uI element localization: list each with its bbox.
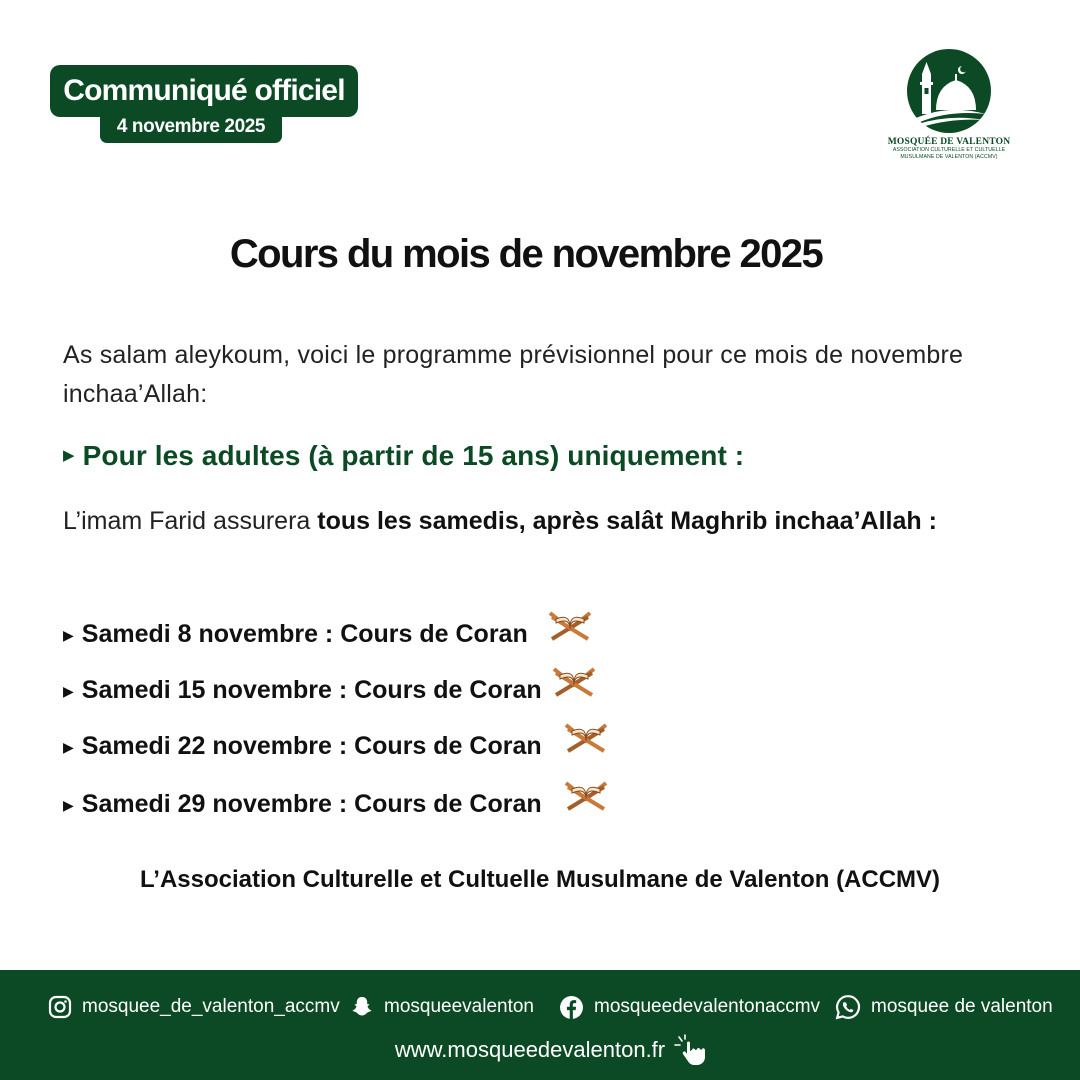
whatsapp-handle: mosquee de valenton xyxy=(871,996,1053,1017)
bullet-triangle-icon: ▶ xyxy=(63,739,74,755)
bullet-triangle-icon: ▶ xyxy=(63,627,74,643)
course-item xyxy=(63,784,608,825)
bullet-triangle-icon: ▶ xyxy=(63,683,74,699)
facebook-handle: mosqueedevalentonaccmv xyxy=(594,996,821,1017)
instagram-icon xyxy=(48,995,72,1019)
course-item xyxy=(63,726,608,767)
instagram-link[interactable] xyxy=(48,992,340,1022)
mosque-dome-icon xyxy=(906,48,992,134)
adults-section-heading-text: Pour les adultes (à partir de 15 ans) uniquement : xyxy=(82,440,745,471)
course-label: Samedi 29 novembre : Cours de Coran xyxy=(81,790,542,818)
course-label: Samedi 15 novembre : Cours de Coran xyxy=(81,676,542,704)
open-book-icon xyxy=(564,779,608,820)
open-book-icon xyxy=(552,665,596,706)
course-label: Samedi 8 novembre : Cours de Coran xyxy=(81,620,528,648)
bullet-triangle-icon: ▶ xyxy=(63,797,74,813)
course-item xyxy=(63,670,596,711)
imam-schedule-text xyxy=(63,502,963,541)
snapchat-link[interactable] xyxy=(350,992,534,1022)
intro-text: As salam aleykoum, voici le programme prévisionnel pour ce mois de novembre inchaa’Allah: xyxy=(63,341,964,408)
badge-date-text: 4 novembre 2025 xyxy=(116,116,266,137)
instagram-handle: mosquee_de_valenton_accmv xyxy=(82,996,340,1017)
imam-text-bold: tous les samedis, après salât Maghrib inchaa’Allah : xyxy=(317,507,937,535)
bullet-triangle-icon: ▶ xyxy=(63,446,75,464)
open-book-icon xyxy=(548,609,592,650)
mosque-logo xyxy=(884,48,1014,160)
footer-bar xyxy=(0,970,1080,1080)
snapchat-handle: mosqueevalenton xyxy=(384,996,534,1017)
whatsapp-link[interactable] xyxy=(835,992,1053,1022)
snapchat-icon xyxy=(350,995,374,1019)
facebook-icon xyxy=(559,995,584,1020)
badge-title: Communiqué officiel xyxy=(63,74,345,107)
pointing-hand-icon xyxy=(673,1033,715,1067)
adults-section-heading xyxy=(63,440,744,472)
page-title: Cours du mois de novembre 2025 xyxy=(229,232,823,276)
course-label: Samedi 22 novembre : Cours de Coran xyxy=(81,732,542,760)
course-item xyxy=(63,614,592,655)
imam-text-prefix: L’imam Farid assurera xyxy=(63,507,318,535)
open-book-icon xyxy=(564,721,608,762)
website-url: www.mosqueedevalenton.fr xyxy=(394,1037,666,1062)
website-link[interactable] xyxy=(0,1033,1080,1067)
logo-name: MOSQUÉE DE VALENTON xyxy=(887,137,1011,147)
date-badge xyxy=(100,111,282,143)
whatsapp-icon xyxy=(835,994,861,1020)
logo-subtitle-line2: MUSULMANE DE VALENTON (ACCMV) xyxy=(900,153,998,160)
logo-subtitle-line1: ASSOCIATION CULTURELLE ET CULTUELLE xyxy=(892,147,1006,153)
facebook-link[interactable] xyxy=(559,992,820,1022)
official-statement-badge xyxy=(50,65,358,117)
association-signature: L’Association Culturelle et Cultuelle Musulmane de Valenton (ACCMV) xyxy=(139,866,941,893)
